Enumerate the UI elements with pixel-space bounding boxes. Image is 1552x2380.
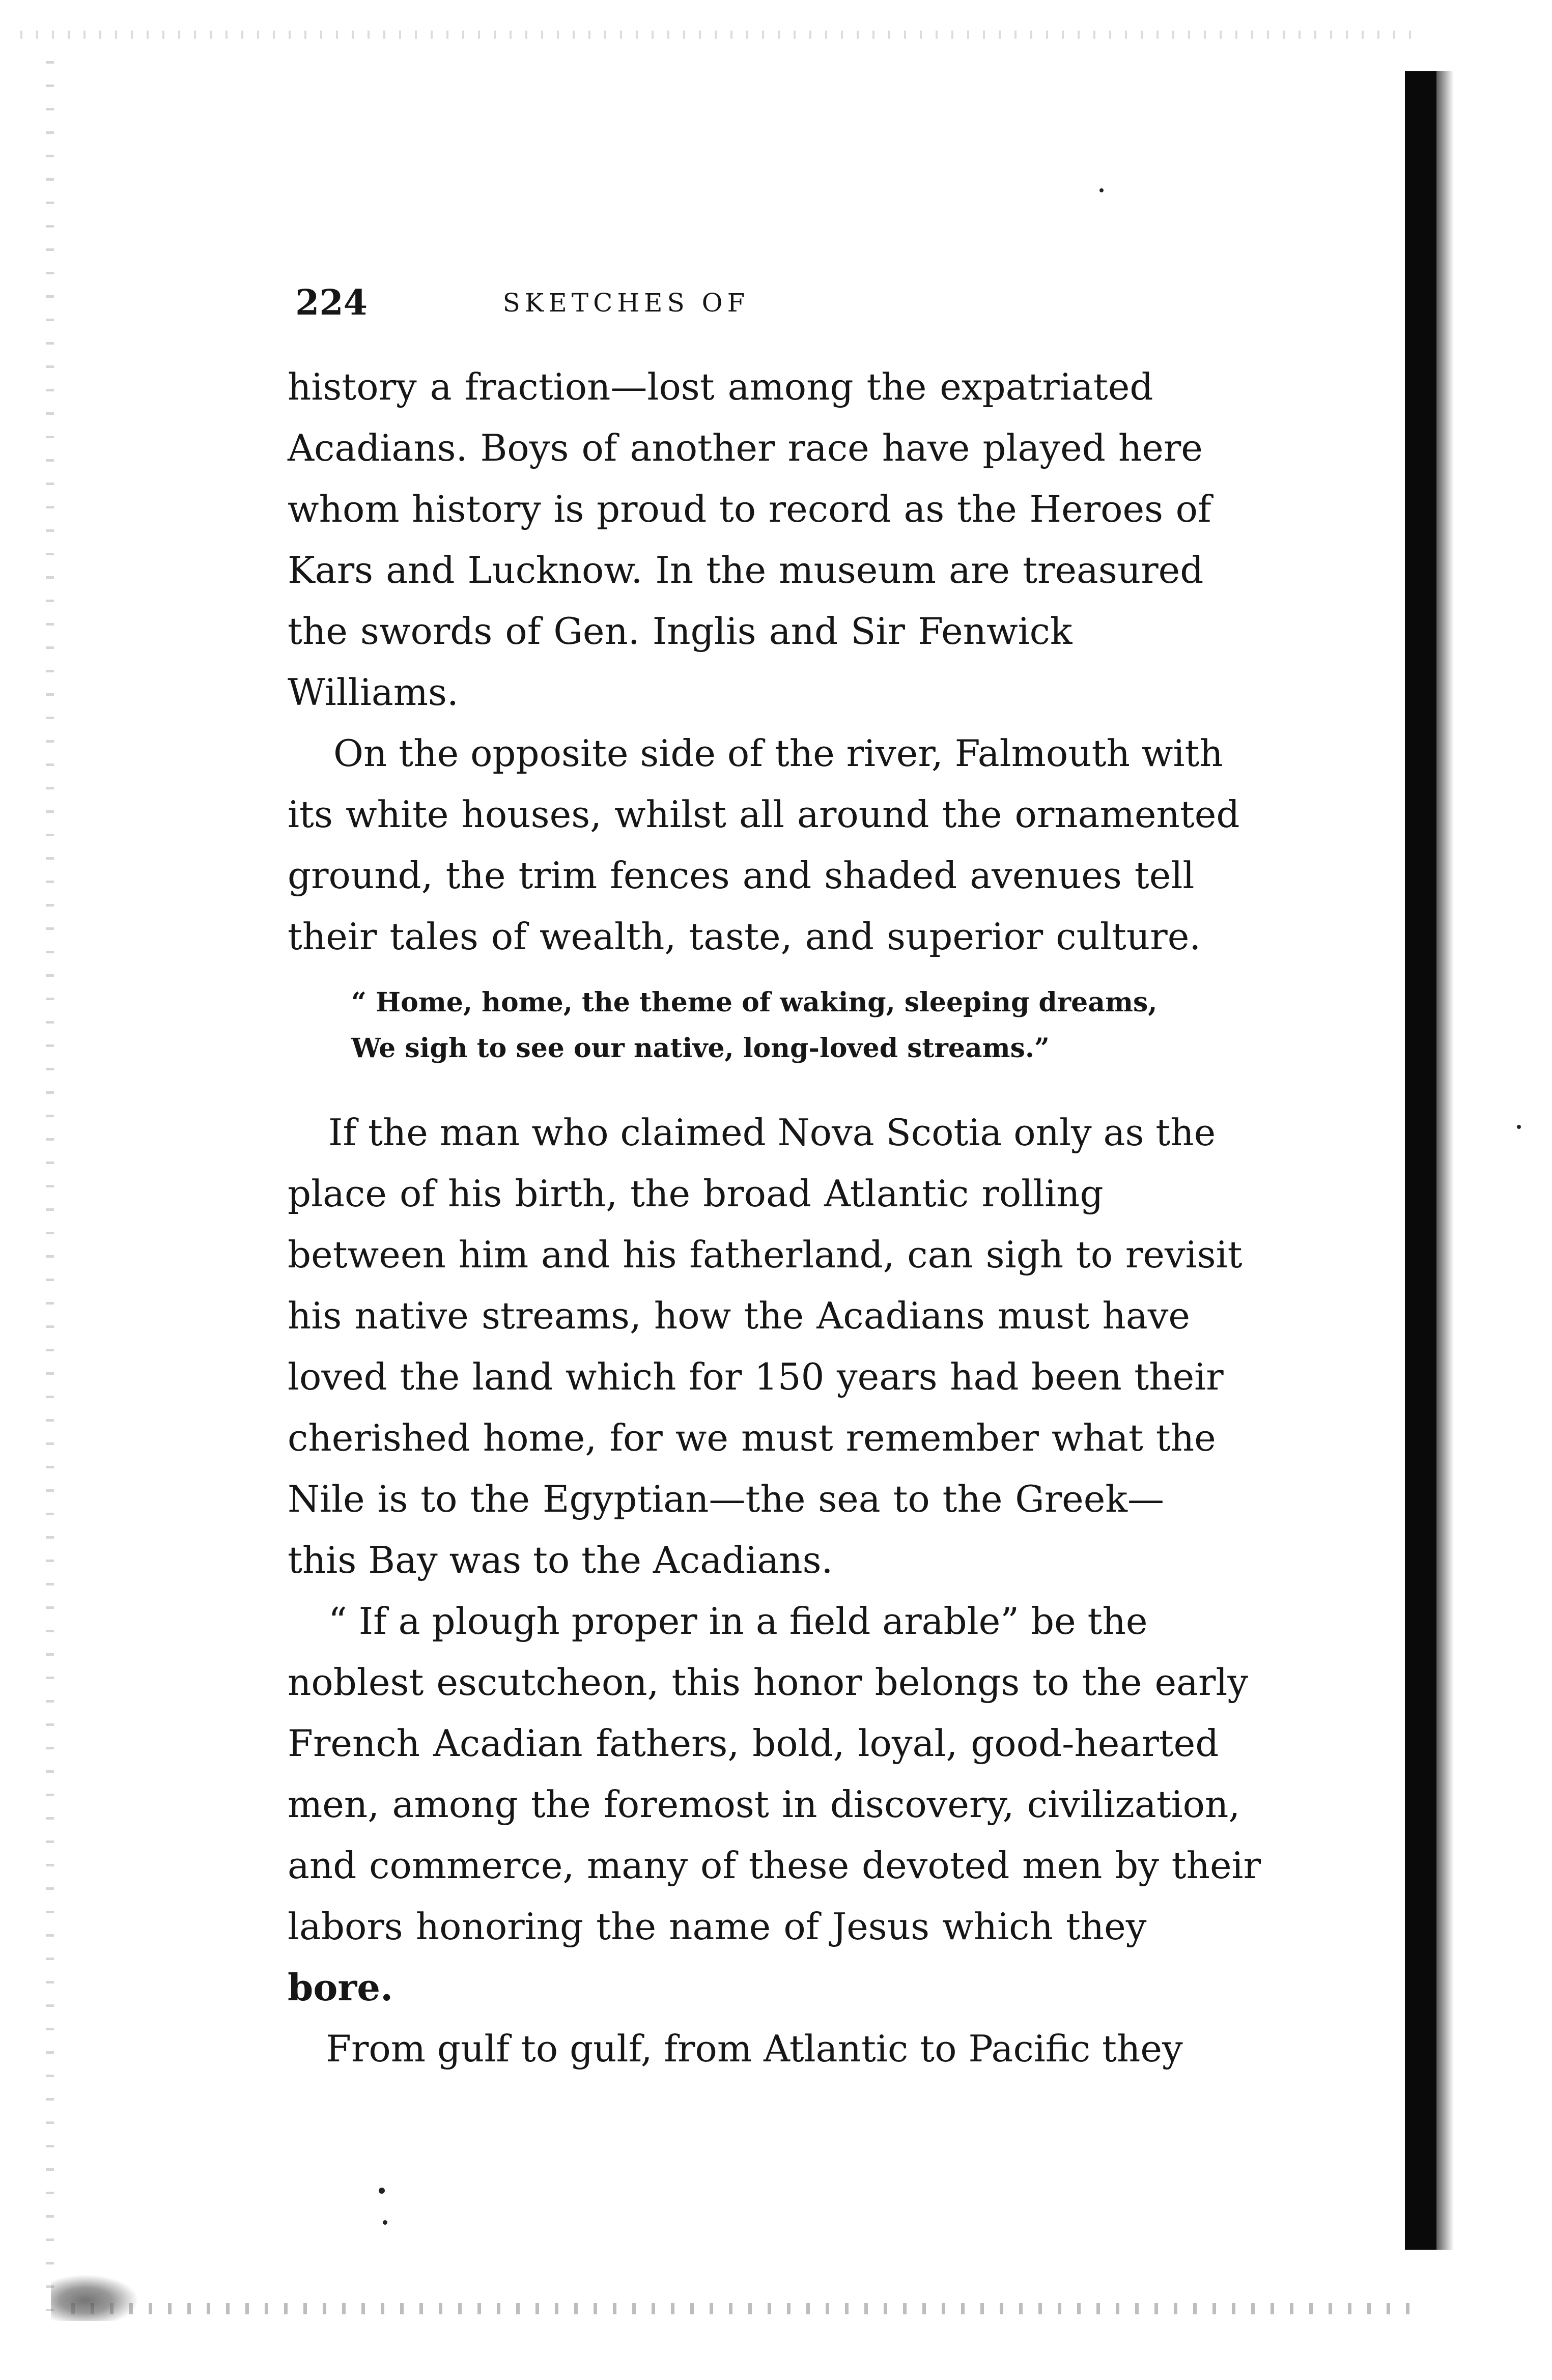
text-line: cherished home, for we must remember what the bbox=[288, 1416, 1216, 1459]
text-line: place of his birth, the broad Atlantic rolling bbox=[288, 1172, 1104, 1215]
text-line: Acadians. Boys of another race have played here bbox=[288, 427, 1203, 469]
page-header bbox=[295, 275, 957, 331]
text-line: If the man who claimed Nova Scotia only as the bbox=[328, 1111, 1216, 1154]
text-line: On the opposite side of the river, Falmouth with bbox=[333, 732, 1223, 775]
text-line: his native streams, how the Acadians must have bbox=[288, 1294, 1191, 1337]
print-speck bbox=[1517, 1125, 1521, 1129]
text-line: its white houses, whilst all around the ornamented bbox=[288, 793, 1240, 836]
text-line: “ If a plough proper in a field arable” be the bbox=[328, 1600, 1148, 1642]
running-head: SKETCHES OF bbox=[502, 288, 750, 318]
text-line: From gulf to gulf, from Atlantic to Pacific they bbox=[326, 2027, 1183, 2070]
speckled-bottom-edge bbox=[71, 2303, 1415, 2314]
text-line: between him and his fatherland, can sigh to revisit bbox=[288, 1233, 1243, 1276]
text-line: Kars and Lucknow. In the museum are treasured bbox=[288, 549, 1204, 591]
text-line: ground, the trim fences and shaded avenues tell bbox=[288, 854, 1195, 897]
text-line: whom history is proud to record as the Heroes of bbox=[288, 488, 1211, 530]
text-line: history a fraction—lost among the expatriated bbox=[288, 365, 1153, 408]
text-line: loved the land which for 150 years had been their bbox=[288, 1355, 1224, 1398]
page-number: 224 bbox=[295, 282, 368, 323]
text-line: men, among the foremost in discovery, civilization, bbox=[288, 1783, 1240, 1826]
text-line: the swords of Gen. Inglis and Sir Fenwick bbox=[288, 610, 1073, 653]
binding-edge bbox=[46, 61, 54, 2311]
gutter-fade bbox=[1436, 71, 1454, 2250]
print-speck bbox=[383, 2220, 387, 2225]
text-line: bore. bbox=[288, 1966, 393, 2009]
text-line: French Acadian fathers, bold, loyal, good-hearted bbox=[288, 1722, 1219, 1765]
ink-smudge bbox=[51, 2275, 137, 2321]
text-line: and commerce, many of these devoted men by their bbox=[288, 1844, 1261, 1887]
quote-line: “ Home, home, the theme of waking, sleeping dreams, bbox=[351, 987, 1158, 1018]
text-line: Williams. bbox=[288, 671, 459, 714]
print-speck bbox=[379, 2188, 385, 2194]
print-speck bbox=[1099, 188, 1104, 192]
gutter-shadow bbox=[1405, 71, 1436, 2250]
text-line: this Bay was to the Acadians. bbox=[288, 1539, 833, 1581]
torn-top-edge bbox=[20, 31, 1425, 39]
quote-line: We sigh to see our native, long-loved streams.” bbox=[351, 1033, 1050, 1064]
text-line: noblest escutcheon, this honor belongs to the early bbox=[288, 1661, 1249, 1704]
text-line: Nile is to the Egyptian—the sea to the Greek— bbox=[288, 1478, 1164, 1520]
text-line: labors honoring the name of Jesus which they bbox=[288, 1905, 1147, 1948]
text-line: their tales of wealth, taste, and superior culture. bbox=[288, 915, 1201, 958]
